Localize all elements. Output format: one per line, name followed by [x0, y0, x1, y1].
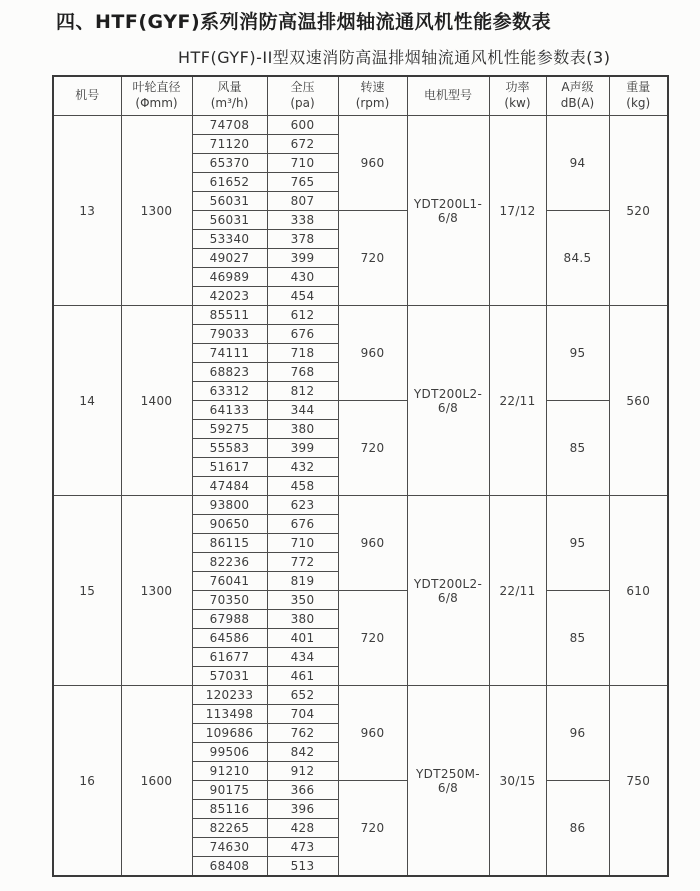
cell-airflow: 70350 — [192, 591, 267, 610]
header-cell-motor-model — [407, 76, 489, 116]
cell-pressure: 380 — [267, 610, 338, 629]
cell-airflow: 90175 — [192, 781, 267, 800]
cell-airflow: 55583 — [192, 439, 267, 458]
cell-motor-model: YDT250M-6/8 — [407, 686, 489, 877]
cell-airflow: 99506 — [192, 743, 267, 762]
header-cell-airflow — [192, 76, 267, 116]
cell-weight: 610 — [609, 496, 668, 686]
table-header — [53, 76, 668, 116]
header-cell-speed — [338, 76, 407, 116]
cell-motor-model: YDT200L2-6/8 — [407, 306, 489, 496]
cell-noise-level: 85 — [546, 591, 609, 686]
cell-pressure: 401 — [267, 629, 338, 648]
cell-model-no: 13 — [53, 116, 121, 306]
header-label: 电机型号 — [423, 88, 472, 103]
header-label: A声级 — [561, 80, 594, 95]
cell-pressure: 380 — [267, 420, 338, 439]
cell-airflow: 49027 — [192, 249, 267, 268]
cell-motor-model: YDT200L2-6/8 — [407, 496, 489, 686]
cell-power: 30/15 — [489, 686, 546, 877]
header-cell-noise-level — [546, 76, 609, 116]
header-label: 全压 — [290, 80, 315, 95]
cell-airflow: 64586 — [192, 629, 267, 648]
cell-airflow: 46989 — [192, 268, 267, 287]
cell-airflow: 93800 — [192, 496, 267, 515]
cell-airflow: 56031 — [192, 211, 267, 230]
cell-airflow: 61677 — [192, 648, 267, 667]
cell-airflow: 85116 — [192, 800, 267, 819]
cell-airflow: 71120 — [192, 135, 267, 154]
cell-speed: 960 — [338, 116, 407, 211]
cell-power: 17/12 — [489, 116, 546, 306]
page-title: 四、HTF(GYF)系列消防高温排烟轴流通风机性能参数表 — [56, 11, 552, 33]
cell-airflow: 74630 — [192, 838, 267, 857]
cell-pressure: 718 — [267, 344, 338, 363]
header-unit: (rpm) — [355, 96, 390, 110]
cell-speed: 960 — [338, 306, 407, 401]
cell-airflow: 64133 — [192, 401, 267, 420]
cell-airflow: 68823 — [192, 363, 267, 382]
cell-airflow: 63312 — [192, 382, 267, 401]
header-label: 叶轮直径 — [132, 80, 181, 95]
cell-pressure: 623 — [267, 496, 338, 515]
cell-pressure: 454 — [267, 287, 338, 306]
cell-speed: 960 — [338, 496, 407, 591]
cell-airflow: 68408 — [192, 857, 267, 877]
cell-airflow: 74708 — [192, 116, 267, 135]
cell-noise-level: 85 — [546, 401, 609, 496]
page-subtitle: HTF(GYF)-II型双速消防高温排烟轴流通风机性能参数表(3) — [178, 48, 611, 67]
cell-model-no: 14 — [53, 306, 121, 496]
cell-airflow: 56031 — [192, 192, 267, 211]
cell-pressure: 600 — [267, 116, 338, 135]
cell-pressure: 432 — [267, 458, 338, 477]
header-unit: (kw) — [504, 96, 531, 110]
cell-pressure: 428 — [267, 819, 338, 838]
cell-pressure: 710 — [267, 534, 338, 553]
cell-pressure: 513 — [267, 857, 338, 877]
cell-impeller-diameter: 1300 — [121, 116, 192, 306]
cell-airflow: 67988 — [192, 610, 267, 629]
cell-pressure: 461 — [267, 667, 338, 686]
cell-weight: 560 — [609, 306, 668, 496]
cell-pressure: 807 — [267, 192, 338, 211]
cell-speed: 720 — [338, 211, 407, 306]
cell-noise-level: 86 — [546, 781, 609, 877]
cell-weight: 750 — [609, 686, 668, 877]
cell-pressure: 430 — [267, 268, 338, 287]
header-cell-pressure — [267, 76, 338, 116]
cell-impeller-diameter: 1300 — [121, 496, 192, 686]
header-unit: (Φmm) — [135, 96, 178, 110]
cell-pressure: 366 — [267, 781, 338, 800]
cell-airflow: 109686 — [192, 724, 267, 743]
cell-speed: 720 — [338, 591, 407, 686]
cell-airflow: 82265 — [192, 819, 267, 838]
header-label: 转速 — [360, 80, 385, 95]
table-body — [53, 116, 668, 877]
cell-pressure: 765 — [267, 173, 338, 192]
cell-airflow: 90650 — [192, 515, 267, 534]
cell-airflow: 79033 — [192, 325, 267, 344]
cell-pressure: 912 — [267, 762, 338, 781]
cell-speed: 960 — [338, 686, 407, 781]
cell-airflow: 61652 — [192, 173, 267, 192]
cell-pressure: 612 — [267, 306, 338, 325]
cell-noise-level: 96 — [546, 686, 609, 781]
cell-airflow: 85511 — [192, 306, 267, 325]
cell-pressure: 378 — [267, 230, 338, 249]
cell-speed: 720 — [338, 401, 407, 496]
cell-noise-level: 95 — [546, 306, 609, 401]
cell-pressure: 344 — [267, 401, 338, 420]
cell-airflow: 82236 — [192, 553, 267, 572]
cell-airflow: 59275 — [192, 420, 267, 439]
header-cell-power — [489, 76, 546, 116]
header-label: 风量 — [217, 80, 242, 95]
cell-pressure: 338 — [267, 211, 338, 230]
cell-motor-model: YDT200L1-6/8 — [407, 116, 489, 306]
cell-pressure: 399 — [267, 249, 338, 268]
header-unit: (m³/h) — [210, 96, 249, 110]
cell-airflow: 42023 — [192, 287, 267, 306]
fan-parameters-table — [52, 75, 669, 877]
cell-noise-level: 84.5 — [546, 211, 609, 306]
cell-model-no: 15 — [53, 496, 121, 686]
header-cell-weight — [609, 76, 668, 116]
cell-airflow: 65370 — [192, 154, 267, 173]
cell-impeller-diameter: 1600 — [121, 686, 192, 877]
cell-pressure: 710 — [267, 154, 338, 173]
cell-noise-level: 95 — [546, 496, 609, 591]
cell-noise-level: 94 — [546, 116, 609, 211]
cell-model-no: 16 — [53, 686, 121, 877]
cell-airflow: 57031 — [192, 667, 267, 686]
cell-pressure: 768 — [267, 363, 338, 382]
cell-airflow: 47484 — [192, 477, 267, 496]
cell-weight: 520 — [609, 116, 668, 306]
cell-pressure: 704 — [267, 705, 338, 724]
cell-power: 22/11 — [489, 306, 546, 496]
cell-pressure: 676 — [267, 325, 338, 344]
table-row — [53, 686, 668, 705]
header-label: 重量 — [626, 80, 651, 95]
table-header-row — [53, 76, 668, 116]
header-cell-impeller-diameter — [121, 76, 192, 116]
cell-pressure: 458 — [267, 477, 338, 496]
cell-pressure: 396 — [267, 800, 338, 819]
header-label: 功率 — [505, 80, 530, 95]
cell-pressure: 812 — [267, 382, 338, 401]
cell-pressure: 350 — [267, 591, 338, 610]
table-row — [53, 116, 668, 135]
cell-airflow: 53340 — [192, 230, 267, 249]
cell-pressure: 434 — [267, 648, 338, 667]
cell-airflow: 74111 — [192, 344, 267, 363]
cell-airflow: 51617 — [192, 458, 267, 477]
table-row — [53, 306, 668, 325]
cell-airflow: 91210 — [192, 762, 267, 781]
cell-airflow: 113498 — [192, 705, 267, 724]
header-unit: (pa) — [290, 96, 315, 110]
cell-airflow: 86115 — [192, 534, 267, 553]
table-row — [53, 496, 668, 515]
cell-speed: 720 — [338, 781, 407, 877]
cell-pressure: 672 — [267, 135, 338, 154]
cell-airflow: 76041 — [192, 572, 267, 591]
header-unit: dB(A) — [560, 96, 595, 110]
cell-pressure: 399 — [267, 439, 338, 458]
cell-pressure: 473 — [267, 838, 338, 857]
cell-pressure: 819 — [267, 572, 338, 591]
cell-power: 22/11 — [489, 496, 546, 686]
header-unit: (kg) — [626, 96, 651, 110]
header-label: 机号 — [75, 88, 100, 103]
header-cell-model-no — [53, 76, 121, 116]
cell-pressure: 772 — [267, 553, 338, 572]
cell-airflow: 120233 — [192, 686, 267, 705]
cell-pressure: 676 — [267, 515, 338, 534]
cell-pressure: 762 — [267, 724, 338, 743]
cell-pressure: 652 — [267, 686, 338, 705]
cell-impeller-diameter: 1400 — [121, 306, 192, 496]
cell-pressure: 842 — [267, 743, 338, 762]
